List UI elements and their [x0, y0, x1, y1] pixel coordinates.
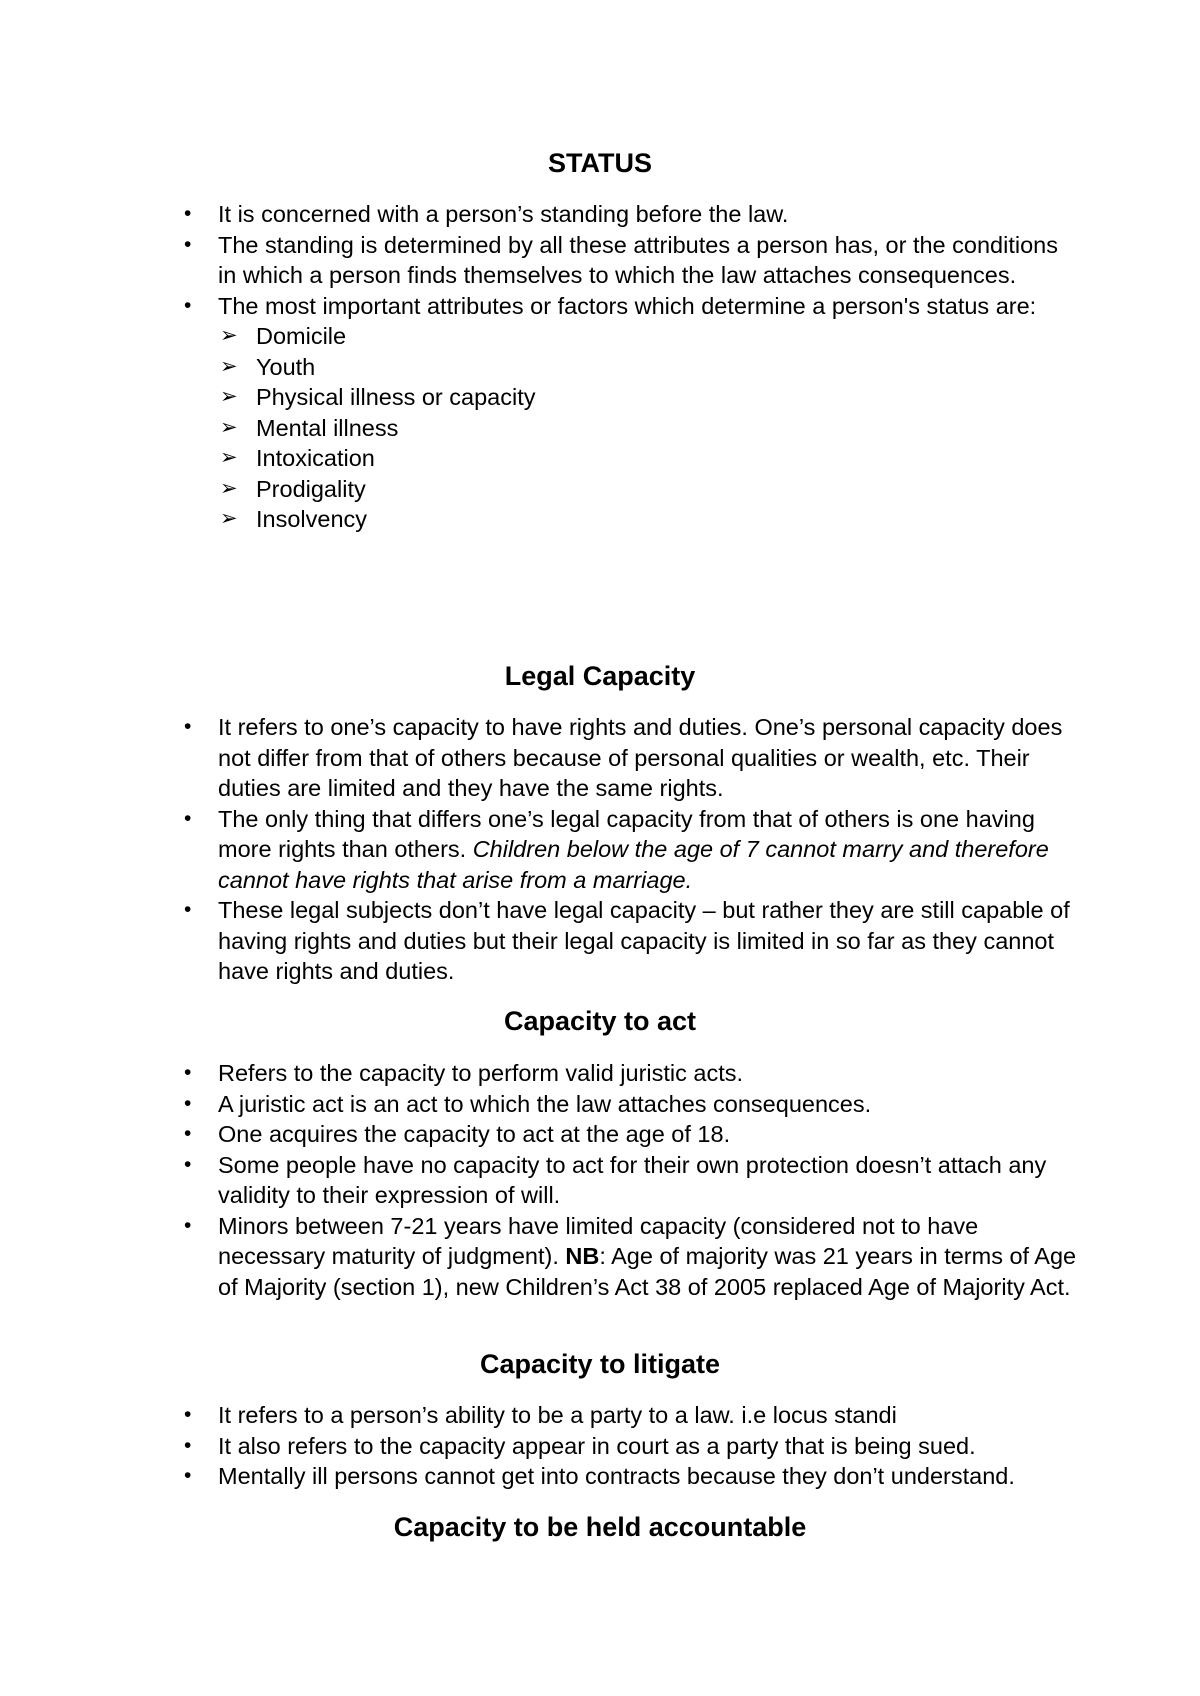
factor-item — [218, 352, 1078, 383]
status-bullet-list — [218, 199, 1078, 535]
factor-item — [218, 474, 1078, 505]
heading-status: STATUS — [548, 148, 652, 178]
arrow-bullet-icon: ➢ — [220, 446, 238, 469]
list-item: • These legal subjects don’t have legal capacity – but rather they are still capable of having rights and duties but their legal capacity is limited in so far as they cannot have rights and duties. — [218, 895, 1078, 987]
arrow-bullet-icon: ➢ — [220, 476, 238, 500]
list-item: • Refers to the capacity to perform valid juristic acts. — [218, 1058, 1078, 1089]
heading-capacity-to-act: Capacity to act — [503, 1006, 697, 1036]
legal-capacity-bullet-list — [218, 712, 1078, 987]
factor-label: Intoxication — [256, 445, 375, 471]
status-factors-list — [218, 321, 1078, 535]
arrow-bullet-icon: ➢ — [220, 354, 238, 378]
factor-label: Domicile — [256, 323, 347, 349]
list-item: • It refers to a person’s ability to be a party to a law. i.e locus standi — [218, 1400, 1078, 1431]
heading-capacity-accountable: Capacity to be held accountable — [393, 1512, 807, 1542]
list-item: • Some people have no capacity to act for their own protection doesn’t attach any validity to their expression of will. — [218, 1150, 1078, 1211]
list-item — [218, 291, 1078, 535]
list-item: • It refers to one’s capacity to have rights and duties. One’s personal capacity does not differ from that of others because of personal qualities or wealth, etc. Their duties are limited and they have the same rights. — [218, 712, 1078, 804]
factor-label: Physical illness or capacity — [256, 384, 536, 410]
list-item: • It also refers to the capacity appear in court as a party that is being sued. — [218, 1431, 1078, 1462]
factor-item — [218, 413, 1078, 444]
factor-label: Mental illness — [256, 414, 399, 441]
list-item-text: : Age of majority was 21 years in terms of Age of Majority (section 1), new Children’s Act 38 of 2005 replaced Age of Majority Act. — [218, 1243, 1077, 1300]
list-item: • The standing is determined by all these attributes a person has, or the conditions in which a person finds themselves to which the law attaches consequences. — [218, 230, 1078, 291]
capacity-to-act-bullet-list — [218, 1058, 1078, 1302]
factor-label: Prodigality — [256, 475, 366, 502]
list-item — [218, 1211, 1078, 1303]
arrow-bullet-icon: ➢ — [220, 415, 238, 439]
factor-item — [218, 443, 1078, 474]
arrow-bullet-icon: ➢ — [220, 507, 238, 530]
arrow-bullet-icon: ➢ — [220, 324, 238, 347]
list-item-text: Minors between 7-21 years have limited capacity (considered not to have necessary maturity of judgment). — [218, 1212, 979, 1269]
list-item: • A juristic act is an act to which the law attaches consequences. — [218, 1089, 1078, 1120]
factor-item — [218, 504, 1078, 535]
italic-example: Children below the age of 7 cannot marry and therefore cannot have rights that arise from a marriage. — [218, 836, 1049, 893]
list-item: • One acquires the capacity to act at the age of 18. — [218, 1119, 1078, 1150]
heading-capacity-to-litigate: Capacity to litigate — [479, 1349, 721, 1379]
factor-item — [218, 382, 1078, 413]
list-item: • Mentally ill persons cannot get into contracts because they don’t understand. — [218, 1461, 1078, 1492]
list-item: • It is concerned with a person’s standing before the law. — [218, 199, 1078, 230]
capacity-to-litigate-bullet-list — [218, 1400, 1078, 1492]
arrow-bullet-icon: ➢ — [220, 385, 238, 408]
heading-legal-capacity: Legal Capacity — [504, 661, 696, 691]
factor-label: Youth — [256, 353, 316, 380]
list-item — [218, 804, 1078, 896]
nb-label: NB — [565, 1243, 600, 1269]
list-item-text: The only thing that differs one’s legal capacity from that of others is one having more rights than others. — [218, 805, 1035, 862]
list-item-text: The most important attributes or factors which determine a person's status are: — [218, 292, 1037, 319]
factor-label: Insolvency — [256, 506, 368, 532]
factor-item — [218, 321, 1078, 352]
